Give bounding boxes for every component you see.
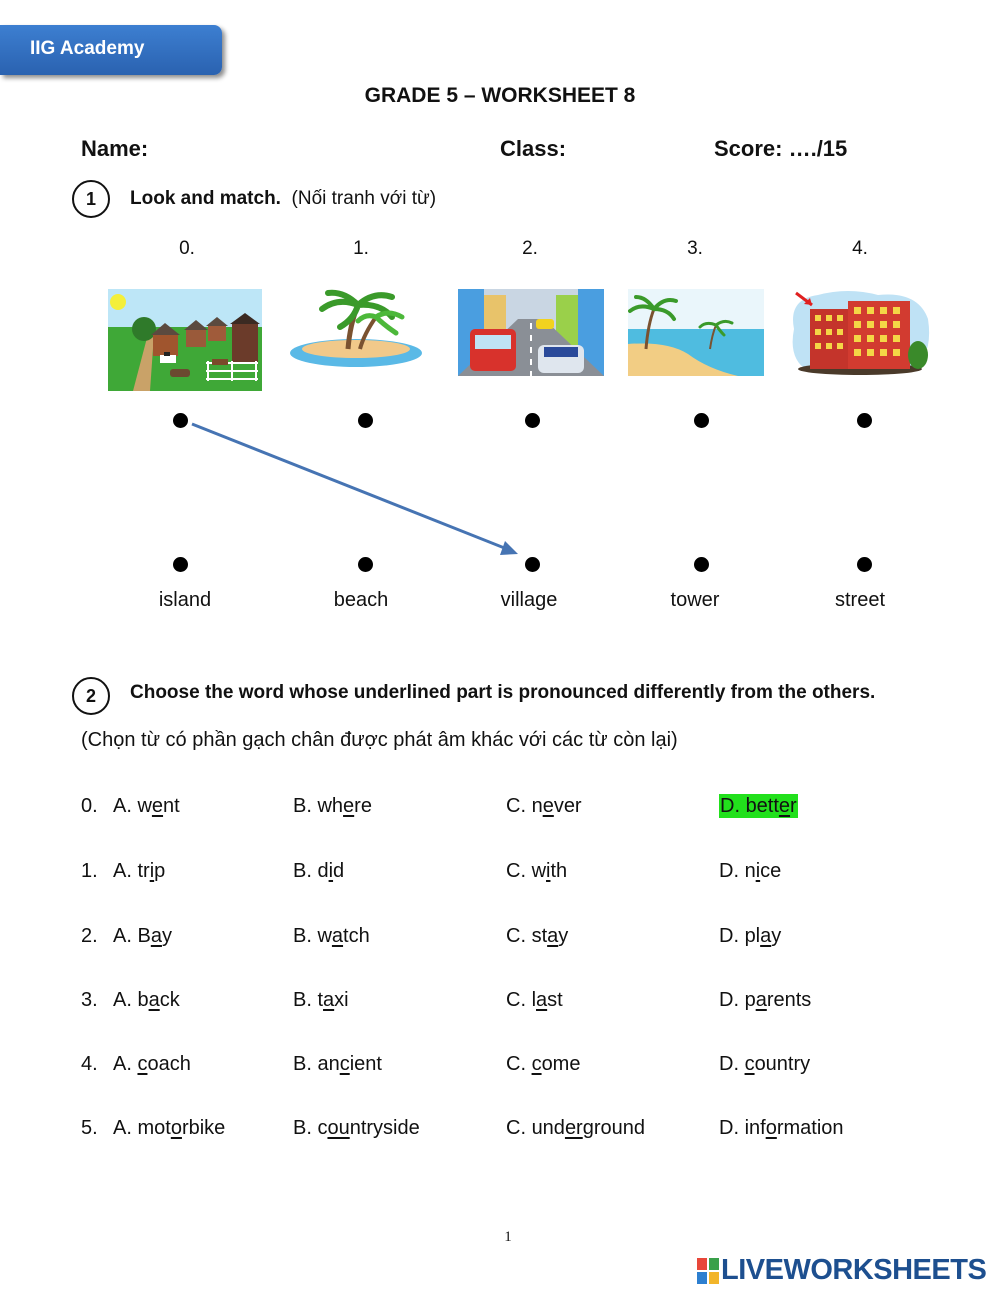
option-text: tr	[137, 860, 150, 882]
option-text: rmation	[776, 1117, 844, 1139]
option-text: n	[744, 860, 756, 882]
picture-dot-1[interactable]	[358, 413, 373, 428]
option-text: ck	[159, 989, 180, 1011]
liveworksheets-logo	[697, 1254, 986, 1286]
answer-option[interactable]	[506, 989, 563, 1012]
option-text: xi	[334, 989, 349, 1011]
option-text: l	[531, 989, 537, 1011]
answer-option[interactable]	[293, 925, 370, 948]
option-text: t	[317, 989, 324, 1011]
option-text: ground	[582, 1117, 646, 1139]
option-text: C.	[506, 795, 526, 817]
underlined-part: a	[755, 989, 767, 1011]
answer-option[interactable]	[113, 1117, 225, 1140]
picture-dot-2[interactable]	[525, 413, 540, 428]
section-2-instruction-note: (Chọn từ có phần gạch chân được phát âm khác với các từ còn lại)	[81, 729, 678, 751]
option-text: ntryside	[349, 1117, 420, 1139]
option-text: pl	[744, 925, 761, 947]
answer-option[interactable]	[719, 1117, 844, 1140]
section-1-instruction-note: (Nối tranh với từ)	[291, 188, 437, 209]
option-text: ce	[760, 860, 782, 882]
section-1-instruction	[130, 188, 436, 210]
option-text: B	[137, 925, 151, 947]
option-text: th	[550, 860, 568, 882]
option-text: C.	[506, 1053, 526, 1075]
underlined-part: e	[542, 795, 554, 817]
question-number: 4.	[81, 1053, 98, 1075]
option-text: inf	[744, 1117, 766, 1139]
answer-option[interactable]	[113, 795, 180, 818]
underlined-part: c	[137, 1053, 148, 1075]
answer-option[interactable]	[719, 860, 781, 883]
underlined-part: o	[765, 1117, 777, 1139]
picture-number: 4.	[852, 238, 868, 259]
farm-village-picture	[108, 289, 262, 391]
option-text: A.	[113, 925, 132, 947]
option-text: D.	[720, 795, 740, 817]
option-text: ient	[349, 1053, 382, 1075]
option-text: A.	[113, 989, 132, 1011]
option-text: r	[790, 795, 797, 817]
word-label: street	[834, 589, 886, 611]
option-text: w	[137, 795, 152, 817]
answer-option[interactable]	[113, 925, 172, 948]
option-text: B.	[293, 925, 312, 947]
underlined-part: e	[151, 795, 164, 817]
section-1-number: 1	[72, 180, 110, 218]
city-street-picture	[458, 289, 604, 376]
option-text: B.	[293, 989, 312, 1011]
word-dot-3[interactable]	[694, 557, 709, 572]
section-2-number: 2	[72, 677, 110, 715]
answer-option[interactable]	[506, 1117, 645, 1140]
beach-picture	[628, 289, 764, 376]
question-number: 5.	[81, 1117, 98, 1139]
option-text: C.	[506, 1117, 526, 1139]
option-text: C.	[506, 925, 526, 947]
answer-option[interactable]	[719, 925, 781, 948]
option-text: B.	[293, 1117, 312, 1139]
option-text: D.	[719, 860, 739, 882]
question-number: 0.	[81, 795, 98, 817]
option-text: C.	[506, 860, 526, 882]
question-number: 3.	[81, 989, 98, 1011]
option-text: B.	[293, 1053, 312, 1075]
option-text: A.	[113, 1117, 132, 1139]
picture-dot-0[interactable]	[173, 413, 188, 428]
option-text: wh	[317, 795, 344, 817]
option-text: st	[531, 925, 548, 947]
answer-option[interactable]	[719, 1053, 810, 1076]
underlined-part: ou	[327, 1117, 350, 1139]
option-text: B.	[293, 860, 312, 882]
word-label: tower	[670, 589, 720, 611]
option-text: ver	[553, 795, 582, 817]
brand-tab: IIG Academy	[0, 25, 222, 75]
option-text: b	[137, 989, 149, 1011]
name-label: Name:	[81, 136, 149, 161]
word-dot-1[interactable]	[358, 557, 373, 572]
option-text: A.	[113, 1053, 132, 1075]
option-text: D.	[719, 989, 739, 1011]
word-dot-4[interactable]	[857, 557, 872, 572]
underlined-part: a	[323, 989, 335, 1011]
question-number: 1.	[81, 860, 98, 882]
option-text: p	[744, 989, 756, 1011]
option-text: y	[771, 925, 782, 947]
underlined-part: c	[744, 1053, 755, 1075]
word-dot-2[interactable]	[525, 557, 540, 572]
option-text: y	[161, 925, 172, 947]
picture-number: 2.	[522, 238, 538, 259]
option-text: p	[154, 860, 166, 882]
option-text: d	[317, 860, 329, 882]
underlined-part: a	[150, 925, 162, 947]
underlined-part: er	[564, 1117, 583, 1139]
underlined-part: a	[547, 925, 559, 947]
option-text: st	[547, 989, 563, 1011]
answer-option[interactable]	[113, 1053, 191, 1076]
underlined-part: e	[343, 795, 355, 817]
section-2-instruction: Choose the word whose underlined part is pronounced differently from the others.	[130, 682, 876, 703]
option-text: A.	[113, 860, 132, 882]
word-dot-0[interactable]	[173, 557, 188, 572]
word-label: village	[500, 589, 558, 611]
answer-option[interactable]	[293, 989, 349, 1012]
section-1-instruction-bold: Look and match.	[130, 188, 281, 209]
page-title: GRADE 5 – WORKSHEET 8	[364, 84, 636, 107]
underlined-part: i	[755, 860, 761, 882]
option-text: mot	[137, 1117, 171, 1139]
option-text: w	[317, 925, 332, 947]
answer-option[interactable]	[506, 1053, 580, 1076]
score-label: Score: …./15	[714, 136, 848, 161]
option-text: an	[317, 1053, 340, 1075]
picture-number: 3.	[687, 238, 703, 259]
answer-option[interactable]	[293, 1053, 382, 1076]
answer-option[interactable]	[719, 989, 811, 1012]
option-text: n	[531, 795, 543, 817]
option-text: nt	[163, 795, 180, 817]
underlined-part: i	[328, 860, 334, 882]
option-text: re	[354, 795, 372, 817]
underlined-part: e	[778, 795, 791, 817]
underlined-part: c	[339, 1053, 350, 1075]
underlined-part: i	[149, 860, 155, 882]
answer-option[interactable]	[293, 1117, 420, 1140]
option-text: y	[558, 925, 569, 947]
answer-option[interactable]	[113, 860, 165, 883]
word-label: beach	[333, 589, 389, 611]
option-text: w	[531, 860, 547, 882]
underlined-part: a	[536, 989, 548, 1011]
underlined-part: c	[531, 1053, 542, 1075]
underlined-part: o	[170, 1117, 182, 1139]
option-text: d	[333, 860, 345, 882]
picture-number: 0.	[179, 238, 195, 259]
question-number: 2.	[81, 925, 98, 947]
option-text: bett	[745, 795, 779, 817]
underlined-part: a	[148, 989, 160, 1011]
option-text: B.	[293, 795, 312, 817]
answer-option[interactable]	[293, 795, 372, 818]
answer-option[interactable]	[506, 860, 567, 883]
option-text: D.	[719, 1053, 739, 1075]
answer-option[interactable]	[506, 925, 568, 948]
option-text: C.	[506, 989, 526, 1011]
option-text: rents	[766, 989, 812, 1011]
island-picture	[288, 289, 424, 371]
option-text: ountry	[754, 1053, 811, 1075]
tower-building-picture	[788, 289, 932, 376]
answer-option[interactable]	[293, 860, 344, 883]
liveworksheets-icon	[697, 1258, 719, 1284]
option-text: D.	[719, 925, 739, 947]
option-text: rbike	[181, 1117, 226, 1139]
underlined-part: a	[760, 925, 772, 947]
answer-option[interactable]	[113, 989, 180, 1012]
underlined-part: i	[546, 860, 551, 882]
picture-dot-3[interactable]	[694, 413, 709, 428]
option-text: c	[317, 1117, 328, 1139]
picture-dot-4[interactable]	[857, 413, 872, 428]
option-text: oach	[147, 1053, 191, 1075]
option-text: A.	[113, 795, 132, 817]
answer-option[interactable]	[719, 795, 798, 818]
option-text: tch	[343, 925, 370, 947]
liveworksheets-text: LIVEWORKSHEETS	[721, 1254, 987, 1286]
page-number: 1	[504, 1229, 512, 1245]
option-text: ome	[541, 1053, 581, 1075]
answer-option[interactable]	[506, 795, 582, 818]
underlined-part: a	[331, 925, 344, 947]
class-label: Class:	[500, 136, 567, 161]
picture-number: 1.	[353, 238, 369, 259]
word-label: island	[158, 589, 212, 611]
option-text: und	[531, 1117, 565, 1139]
option-text: D.	[719, 1117, 739, 1139]
